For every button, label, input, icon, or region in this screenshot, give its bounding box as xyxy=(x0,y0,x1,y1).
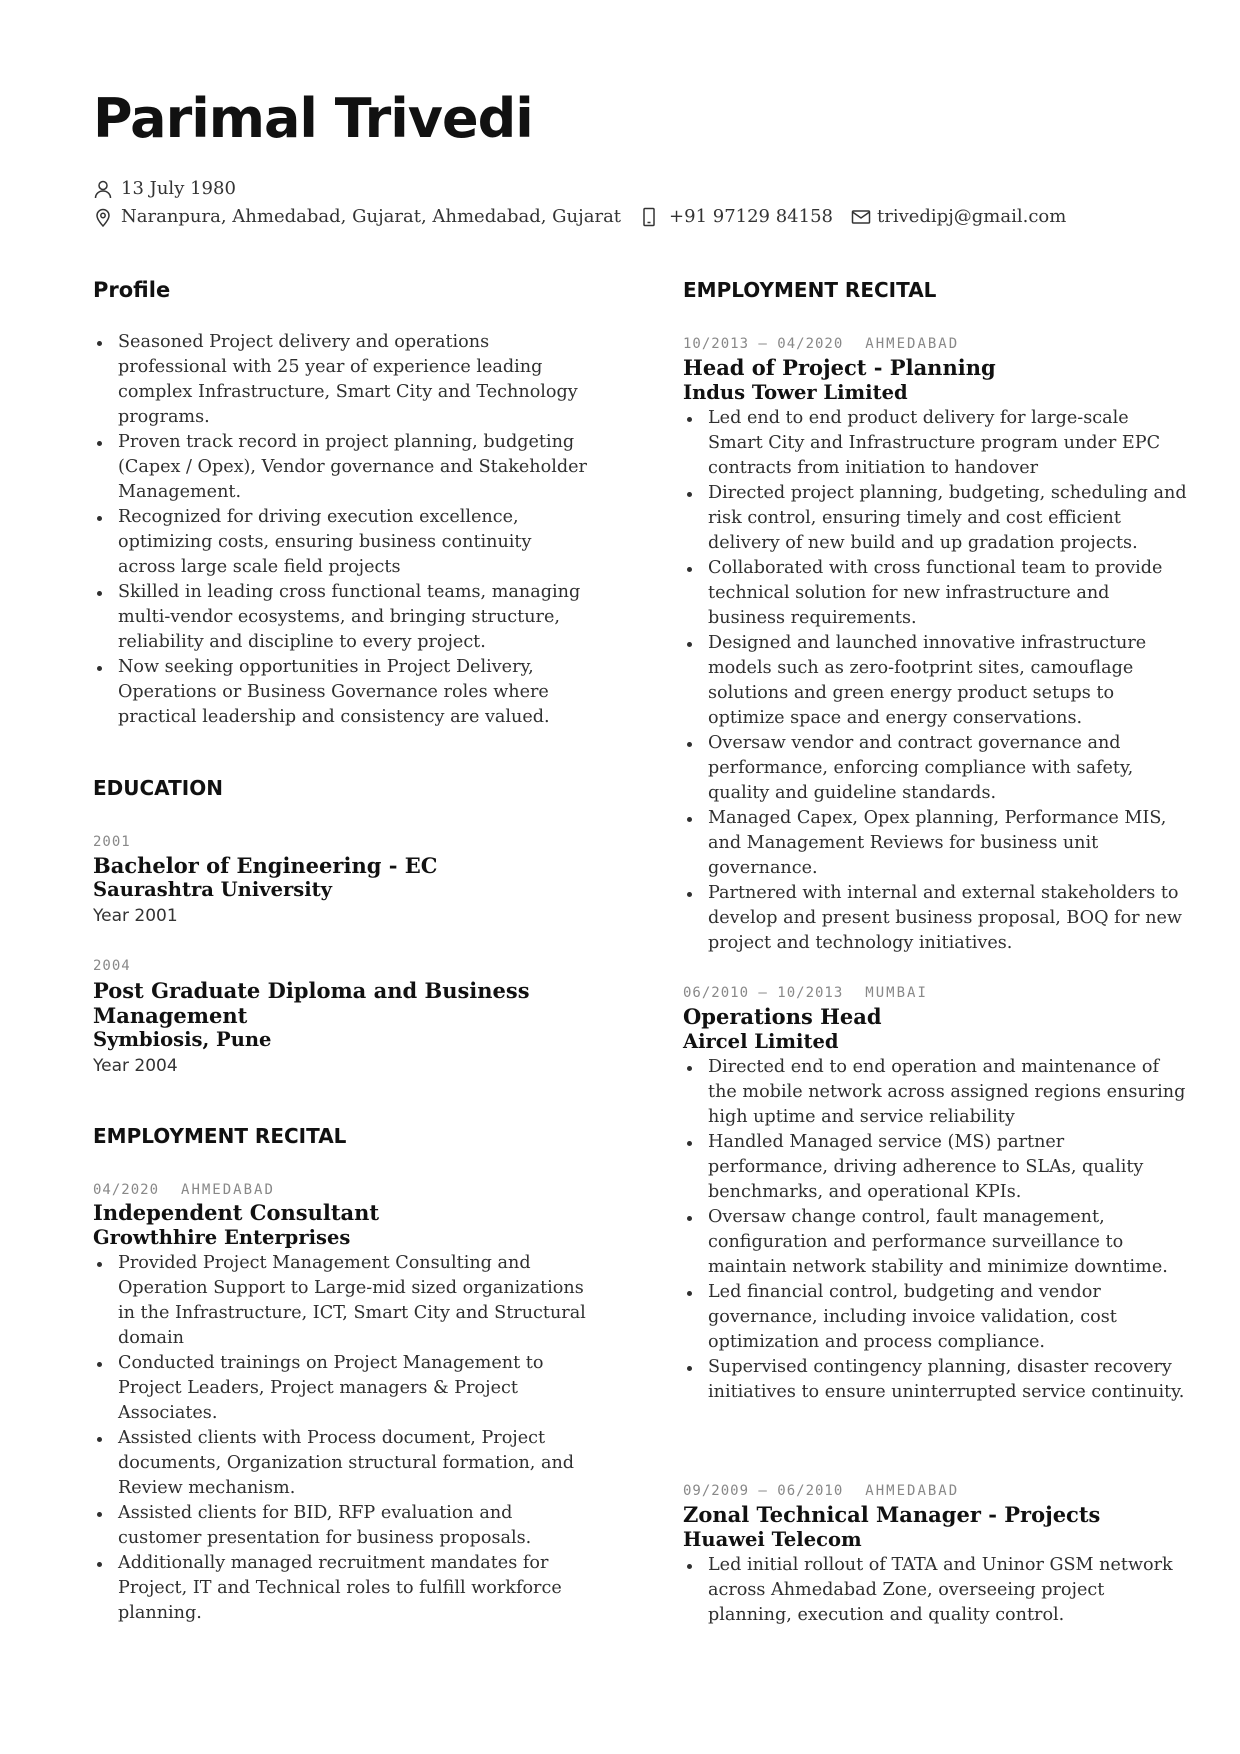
job-meta xyxy=(683,985,928,1001)
job-location: AHMEDABAD xyxy=(181,1182,275,1198)
birth-date: 13 July 1980 xyxy=(121,178,236,199)
job-date: 09/2009 — 06/2010 xyxy=(683,1483,844,1499)
degree-title: Post Graduate Diploma and Business Management xyxy=(93,978,530,1028)
education-note: Year 2004 xyxy=(93,1056,178,1076)
job-company: Growthhire Enterprises xyxy=(93,1226,351,1249)
email-address[interactable]: trivedipj@gmail.com xyxy=(876,206,1067,227)
profile-list xyxy=(93,330,593,730)
list-item: Assisted clients for BID, RFP evaluation and customer presentation for business proposals. xyxy=(93,1501,593,1551)
list-item: Directed project planning, budgeting, scheduling and risk control, ensuring timely and cost efficient delivery of new build and up gradation projects. xyxy=(683,481,1188,556)
list-item: Partnered with internal and external stakeholders to develop and present business proposal, BOQ for new project and technology initiatives. xyxy=(683,881,1188,956)
school-name: Saurashtra University xyxy=(93,878,332,901)
list-item: Recognized for driving execution excellence, optimizing costs, ensuring business continuity across large scale field projects xyxy=(93,505,593,580)
job-duties-list xyxy=(683,1055,1188,1405)
list-item: Seasoned Project delivery and operations professional with 25 year of experience leading complex Infrastructure, Smart City and Technology programs. xyxy=(93,330,593,430)
contact-details xyxy=(93,206,1066,227)
list-item: Provided Project Management Consulting and Operation Support to Large-mid sized organizations in the Infrastructure, ICT, Smart City and Structural domain xyxy=(93,1251,593,1351)
phone-icon xyxy=(639,207,659,227)
address: Naranpura, Ahmedabad, Gujarat, Ahmedabad, Gujarat xyxy=(121,206,622,227)
person-icon xyxy=(93,179,113,199)
list-item: Directed end to end operation and maintenance of the mobile network across assigned regions ensuring high uptime and service reliability xyxy=(683,1055,1188,1130)
job-company: Huawei Telecom xyxy=(683,1528,862,1551)
job-location: AHMEDABAD xyxy=(865,1483,960,1499)
education-date: 2001 xyxy=(93,834,131,850)
list-item: Handled Managed service (MS) partner performance, driving adherence to SLAs, quality benchmarks, and operational KPIs. xyxy=(683,1130,1188,1205)
job-company: Aircel Limited xyxy=(683,1030,839,1053)
school-name: Symbiosis, Pune xyxy=(93,1028,272,1051)
job-date: 06/2010 — 10/2013 xyxy=(683,985,844,1001)
list-item: Proven track record in project planning, budgeting (Capex / Opex), Vendor governance and Stakeholder Management. xyxy=(93,430,593,505)
list-item: Led initial rollout of TATA and Uninor GSM network across Ahmedabad Zone, overseeing project planning, execution and quality control. xyxy=(683,1553,1188,1628)
job-role: Independent Consultant xyxy=(93,1200,380,1225)
list-item: Managed Capex, Opex planning, Performance MIS, and Management Reviews for business unit governance. xyxy=(683,806,1188,881)
list-item: Led end to end product delivery for large-scale Smart City and Infrastructure program under EPC contracts from initiation to handover xyxy=(683,406,1188,481)
education-heading: EDUCATION xyxy=(93,776,223,800)
list-item: Assisted clients with Process document, Project documents, Organization structural formation, and Review mechanism. xyxy=(93,1426,593,1501)
list-item: Oversaw vendor and contract governance and performance, enforcing compliance with safety, quality and guideline standards. xyxy=(683,731,1188,806)
list-item: Led financial control, budgeting and vendor governance, including invoice validation, cost optimization and process compliance. xyxy=(683,1280,1188,1355)
employment-heading-right: EMPLOYMENT RECITAL xyxy=(683,278,937,302)
job-duties-list xyxy=(683,406,1188,956)
job-company: Indus Tower Limited xyxy=(683,381,908,404)
list-item: Supervised contingency planning, disaster recovery initiatives to ensure uninterrupted service continuity. xyxy=(683,1355,1188,1405)
location-pin-icon xyxy=(93,207,113,227)
job-date: 04/2020 xyxy=(93,1182,160,1198)
candidate-name: Parimal Trivedi xyxy=(93,87,533,150)
list-item: Now seeking opportunities in Project Delivery, Operations or Business Governance roles where practical leadership and consistency are valued. xyxy=(93,655,593,730)
list-item: Collaborated with cross functional team to provide technical solution for new infrastructure and business requirements. xyxy=(683,556,1188,631)
degree-title: Bachelor of Engineering - EC xyxy=(93,853,438,878)
job-role: Head of Project - Planning xyxy=(683,355,996,380)
job-meta xyxy=(683,336,959,352)
list-item: Skilled in leading cross functional teams, managing multi-vendor ecosystems, and bringing structure, reliability and discipline to every project. xyxy=(93,580,593,655)
list-item: Designed and launched innovative infrastructure models such as zero-footprint sites, camouflage solutions and green energy product setups to optimize space and energy conservations. xyxy=(683,631,1188,731)
job-duties-list xyxy=(93,1251,593,1626)
birth-date-line xyxy=(93,178,236,199)
list-item: Additionally managed recruitment mandates for Project, IT and Technical roles to fulfill workforce planning. xyxy=(93,1551,593,1626)
education-note: Year 2001 xyxy=(93,906,178,926)
job-location: MUMBAI xyxy=(865,985,928,1001)
employment-heading-left: EMPLOYMENT RECITAL xyxy=(93,1124,347,1148)
mail-icon xyxy=(851,207,871,227)
job-duties-list xyxy=(683,1553,1188,1628)
phone-number[interactable]: +91 97129 84158 xyxy=(669,206,833,227)
list-item: Conducted trainings on Project Management to Project Leaders, Project managers & Project Associates. xyxy=(93,1351,593,1426)
profile-heading: Profile xyxy=(93,278,171,302)
job-role: Operations Head xyxy=(683,1004,882,1029)
job-location: AHMEDABAD xyxy=(865,336,960,352)
job-role: Zonal Technical Manager - Projects xyxy=(683,1502,1101,1527)
list-item: Oversaw change control, fault management, configuration and performance surveillance to maintain network stability and minimize downtime. xyxy=(683,1205,1188,1280)
job-meta xyxy=(683,1483,959,1499)
education-date: 2004 xyxy=(93,958,131,974)
job-meta xyxy=(93,1182,275,1198)
job-date: 10/2013 — 04/2020 xyxy=(683,336,844,352)
